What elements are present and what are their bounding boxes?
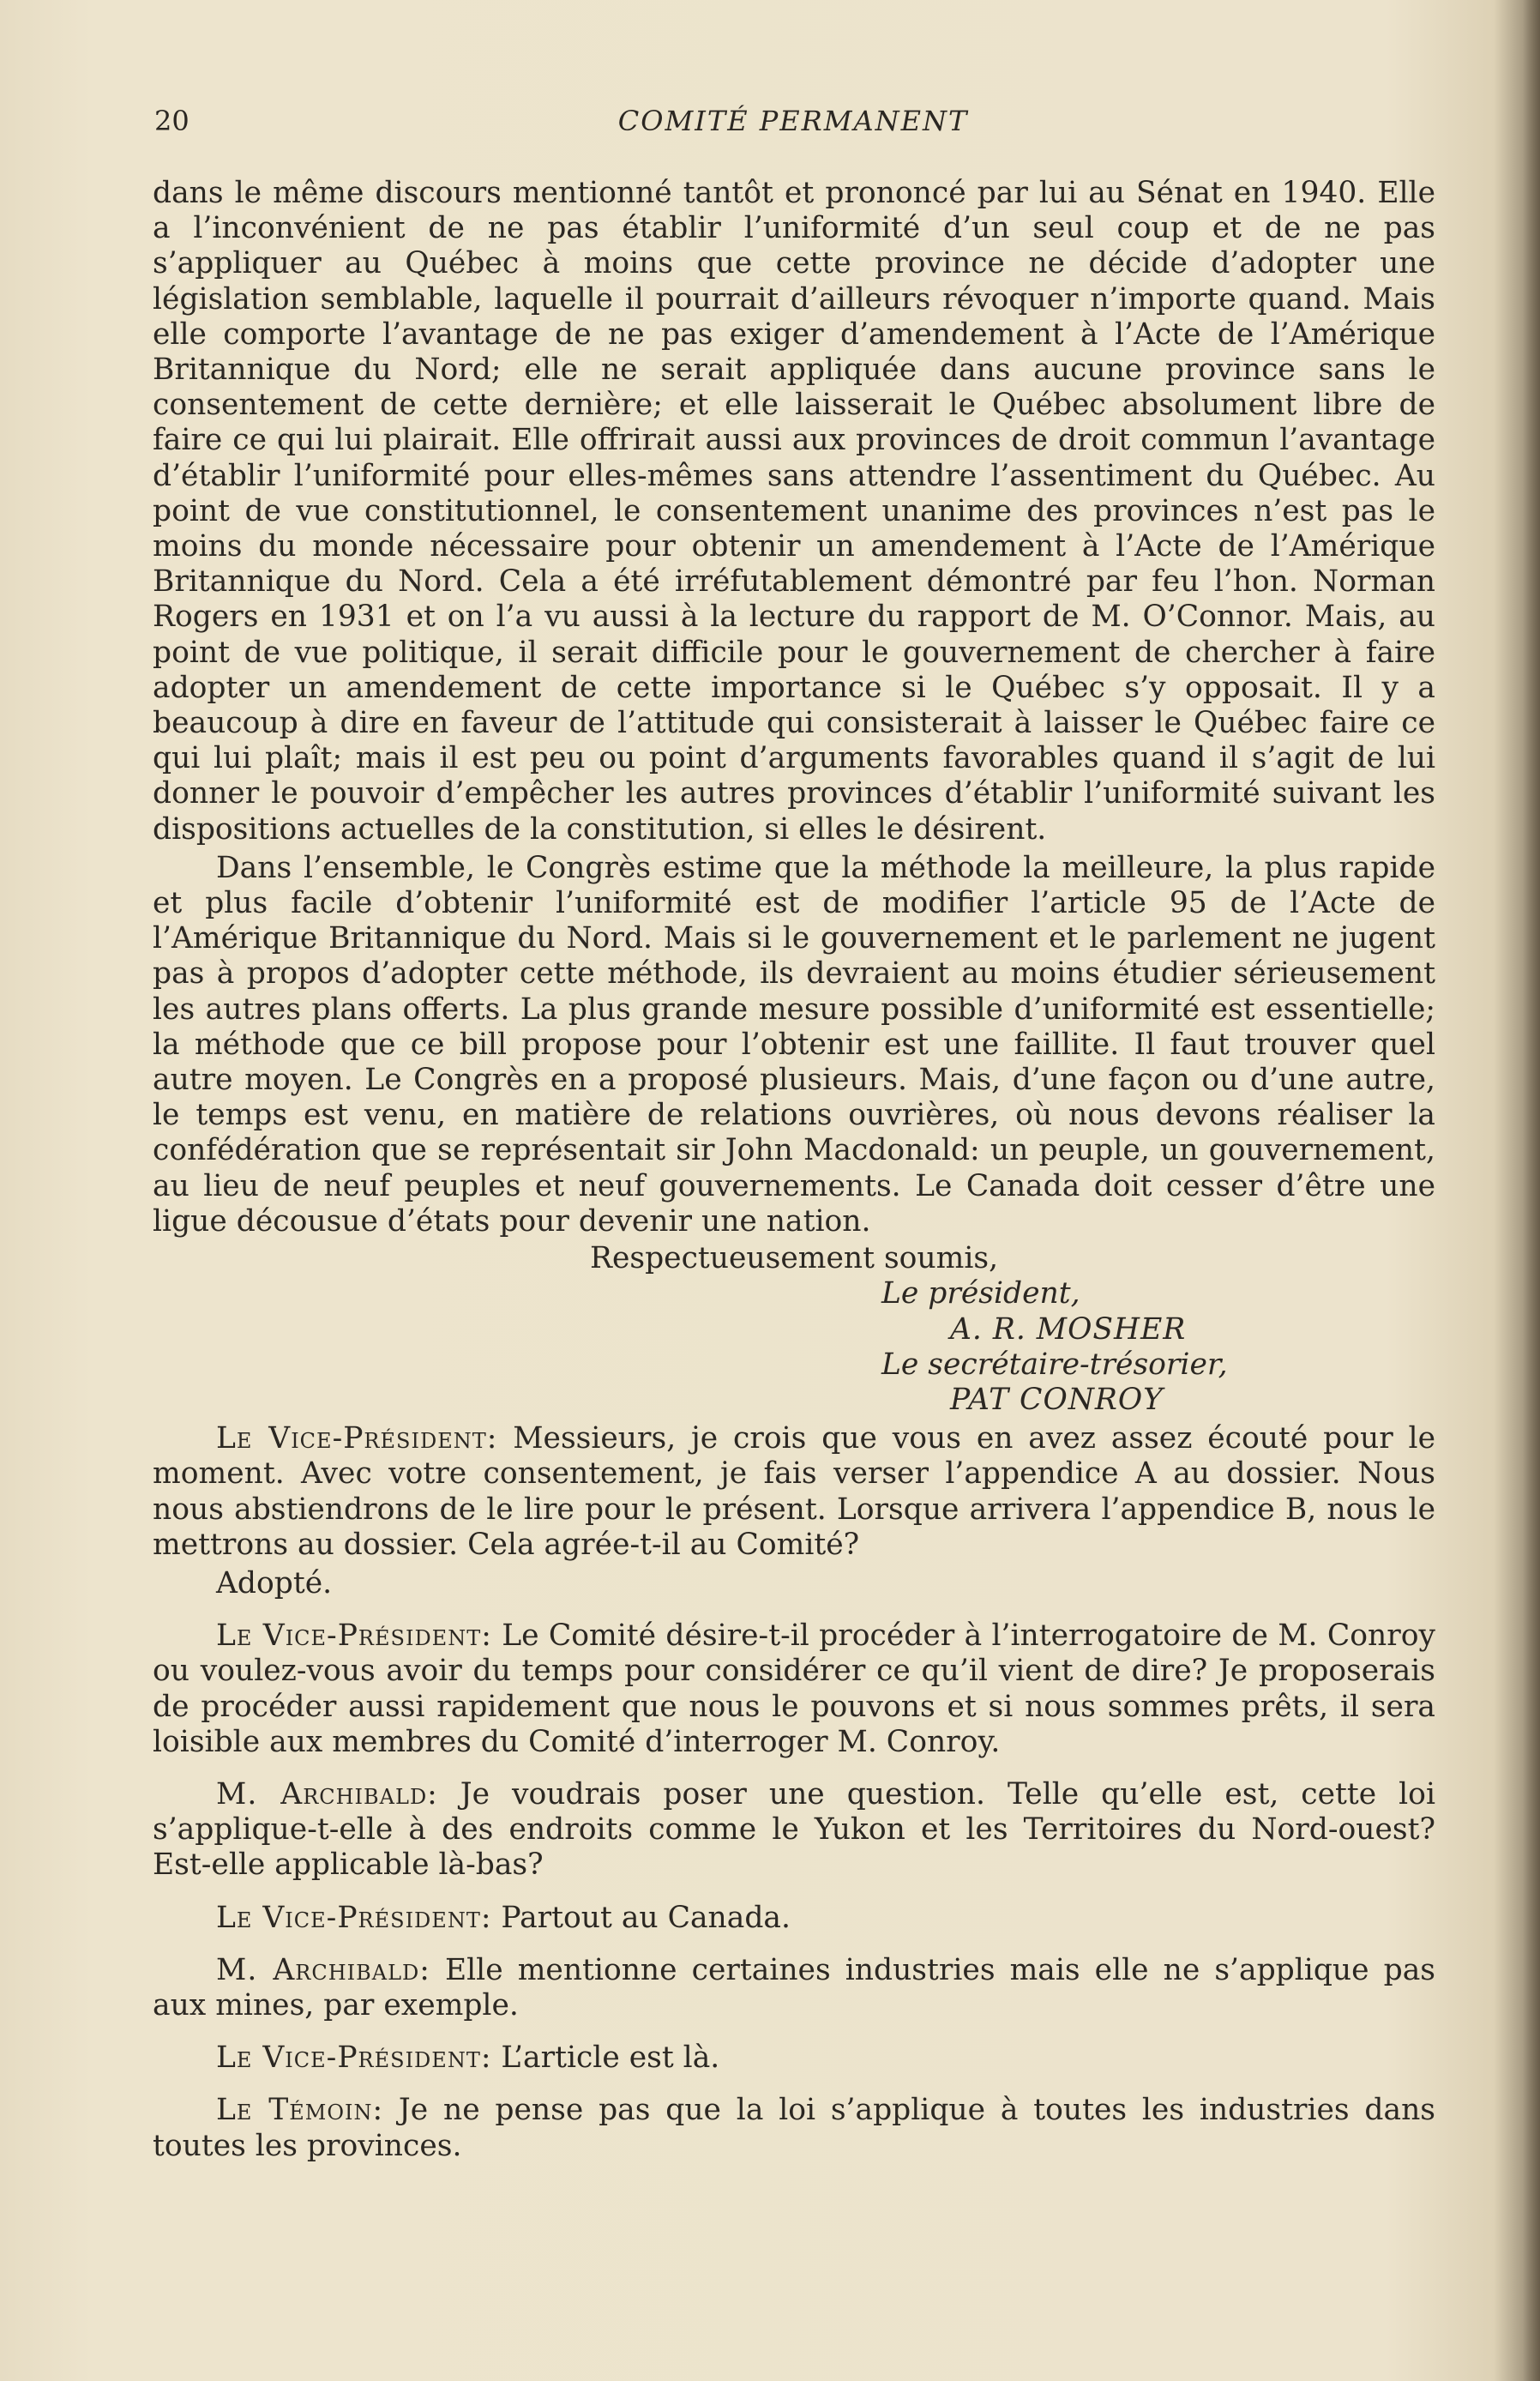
speaker-label: Le Vice-Président: bbox=[216, 1900, 492, 1935]
speech-text: Je ne pense pas que la loi s’applique à toutes les industries dans toutes les provinces. bbox=[153, 2093, 1435, 2163]
speech-text: Partout au Canada. bbox=[491, 1900, 791, 1935]
speaker-label: M. Archibald: bbox=[216, 1952, 430, 1987]
running-head: COMITÉ PERMANENT bbox=[617, 105, 969, 137]
exchange-vice-president-3 bbox=[153, 1901, 1435, 1936]
page-number: 20 bbox=[154, 105, 189, 137]
exchange-archibald-2 bbox=[153, 1953, 1435, 2023]
speech-text: Elle mentionne certaines industries mais elle ne s’applique pas aux mines, par exemple. bbox=[153, 1952, 1435, 2022]
speaker-label: Le Vice-Président: bbox=[216, 2040, 492, 2076]
paragraph-conclusion: Dans l’ensemble, le Congrès estime que la méthode la meilleure, la plus rapide et plus facile d’obtenir l’uniformité est de modifier l’article 95 de l’Acte de l’Amérique Britannique du Nord. Mais si le gouvernement et le parlement ne jugent pas à propos d’adopter cette méthode, ils devraient au moins étudier sérieusement les autres plans offerts. La plus grande mesure possible d’uniformité est essentielle; la méthode que ce bill propose pour l’obtenir est une faillite. Il faut trouver quel autre moyen. Le Congrès en a proposé plusieurs. Mais, d’une façon ou d’une autre, le temps est venu, en matière de relations ouvrières, où nous devons réaliser la confédération que se représentait sir John Macdonald: un peuple, un gouvernement, au lieu de neuf peuples et neuf gouvernements. Le Canada doit cesser d’être une ligue décousue d’états pour devenir une nation. bbox=[153, 850, 1435, 1239]
signature-role-president: Le président, bbox=[881, 1276, 1080, 1311]
body-text bbox=[153, 176, 1435, 2164]
signature-name-president: A. R. MOSHER bbox=[950, 1311, 1187, 1347]
speech-text: Le Comité désire-t-il procéder à l’interrogatoire de M. Conroy ou voulez-vous avoir du temps pour considérer ce qu’il vient de dire? Je proposerais de procéder aussi rapidement que nous le pouvons et si nous sommes prêts, il sera loisible aux membres du Comité d’interroger M. Conroy. bbox=[153, 1618, 1435, 1759]
exchange-witness bbox=[153, 2093, 1435, 2163]
speech-text: L’article est là. bbox=[491, 2040, 720, 2076]
exchange-adopted bbox=[153, 1566, 1435, 1601]
exchange-vice-president-4 bbox=[153, 2040, 1435, 2076]
signature-name-secretary: PAT CONROY bbox=[950, 1382, 1164, 1417]
speaker-label: M. Archibald: bbox=[216, 1776, 438, 1811]
signature-closing: Respectueusement soumis, bbox=[590, 1241, 999, 1276]
page-header bbox=[154, 105, 1432, 148]
exchange-vice-president-2 bbox=[153, 1618, 1435, 1760]
speech-text: Je voudrais poser une question. Telle qu’elle est, cette loi s’applique-t-elle à des endroits comme le Yukon et les Territoires du Nord-ouest? Est-elle applicable là-bas? bbox=[153, 1776, 1435, 1883]
paragraph-continuation: dans le même discours mentionné tantôt et prononcé par lui au Sénat en 1940. Elle a l’inconvénient de ne pas établir l’uniformité d’un seul coup et de ne pas s’appliquer au Québec à moins que cette province ne décide d’adopter une législation semblable, laquelle il pourrait d’ailleurs révoquer n’importe quand. Mais elle comporte l’avantage de ne pas exiger d’amendement à l’Acte de l’Amérique Britannique du Nord; elle ne serait appliquée dans aucune province sans le consentement de cette dernière; et elle laisserait le Québec absolument libre de faire ce qui lui plairait. Elle offrirait aussi aux provinces de droit commun l’avantage d’établir l’uniformité pour elles-mêmes sans attendre l’assentiment du Québec. Au point de vue constitutionnel, le consentement unanime des provinces n’est pas le moins du monde nécessaire pour obtenir un amendement à l’Acte de l’Amérique Britannique du Nord. Cela a été irréfutablement démontré par feu l’hon. Norman Rogers en 1931 et on l’a vu aussi à la lecture du rapport de M. O’Connor. Mais, au point de vue politique, il serait difficile pour le gouvernement de chercher à faire adopter un amendement de cette importance si le Québec s’y opposait. Il y a beaucoup à dire en faveur de l’attitude qui consisterait à laisser le Québec faire ce qui lui plaît; mais il est peu ou point d’arguments favorables quand il s’agit de lui donner le pouvoir d’empêcher les autres provinces d’établir l’uniformité suivant les dispositions actuelles de la constitution, si elles le désirent. bbox=[153, 176, 1435, 847]
exchange-archibald-1 bbox=[153, 1777, 1435, 1884]
speech-text: Messieurs, je crois que vous en avez assez écouté pour le moment. Avec votre consentement, je fais verser l’appendice A au dossier. Nous nous abstiendrons de le lire pour le présent. Lorsque arrivera l’appendice B, nous le mettrons au dossier. Cela agrée-t-il au Comité? bbox=[153, 1421, 1435, 1562]
speaker-label: Le Vice-Président: bbox=[216, 1421, 498, 1456]
speaker-label: Le Vice-Président: bbox=[216, 1618, 492, 1654]
speech-text: Adopté. bbox=[216, 1565, 333, 1600]
speaker-label: Le Témoin: bbox=[216, 2093, 384, 2128]
page-edge-shadow bbox=[1523, 0, 1540, 2381]
exchange-vice-president-1 bbox=[153, 1421, 1435, 1563]
signature-role-secretary: Le secrétaire-trésorier, bbox=[881, 1347, 1228, 1382]
